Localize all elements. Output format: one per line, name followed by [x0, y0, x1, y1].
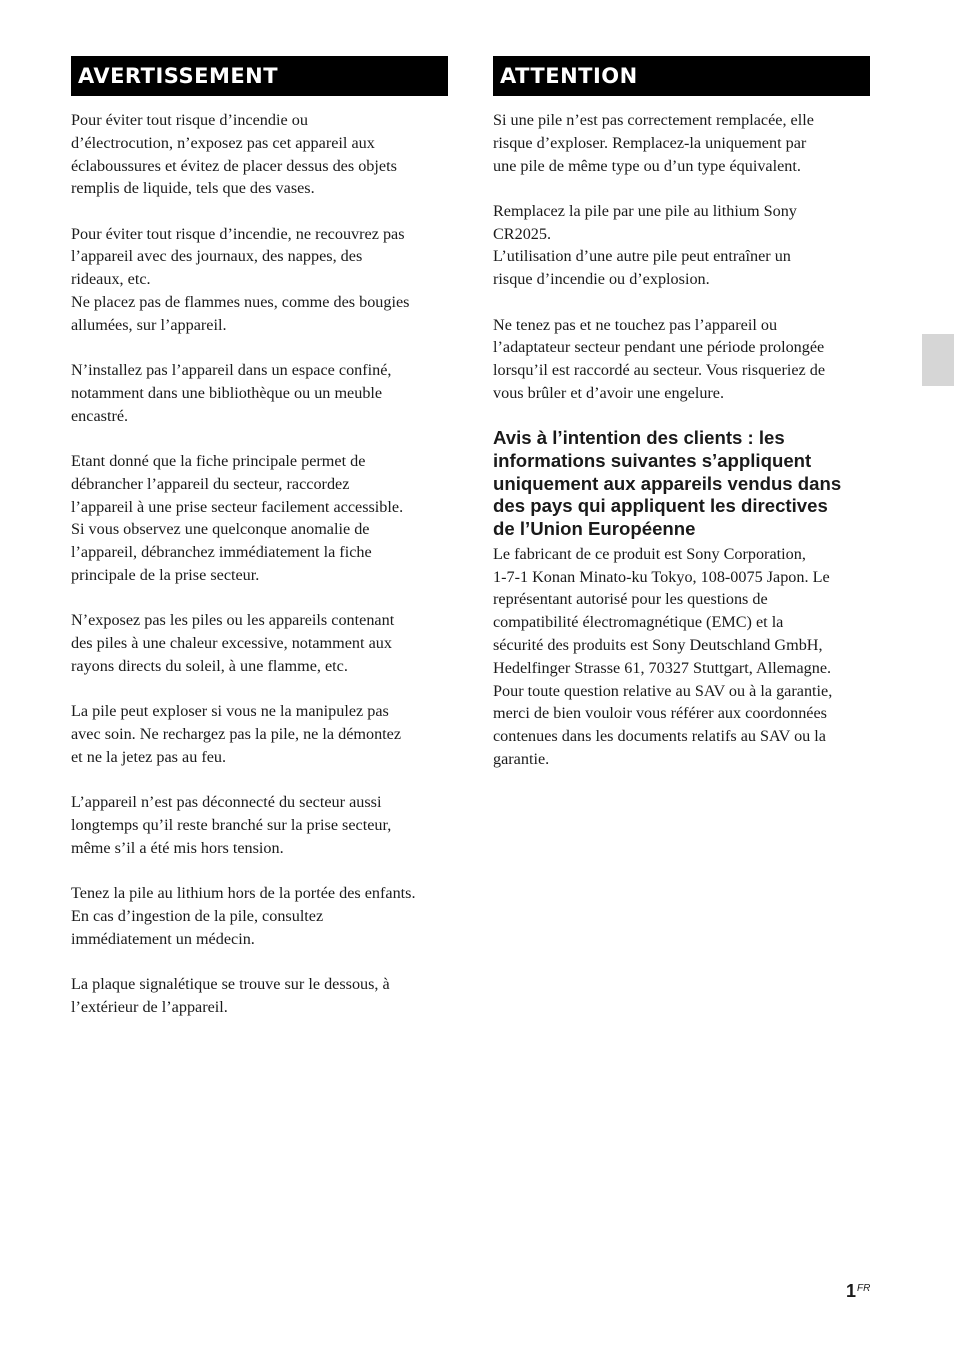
paragraph: Pour éviter tout risque d’incendie, ne recouvrez pas l’appareil avec des journaux, des nappes, des rideaux, etc. Ne placez pas de flammes nues, comme des bougies allumées, sur l’appareil.	[71, 224, 410, 334]
avertissement-heading: AVERTISSEMENT	[71, 56, 448, 96]
warning-column	[71, 56, 448, 1041]
paragraph: Tenez la pile au lithium hors de la portée des enfants. En cas d’ingestion de la pile, consultez immédiatement un médecin.	[71, 884, 416, 948]
attention-column	[493, 56, 870, 793]
paragraph: Pour éviter tout risque d’incendie ou d’électrocution, n’exposez pas cet appareil aux éclaboussures et évitez de placer dessus des objets remplis de liquide, tels que des vases.	[71, 111, 397, 198]
paragraph: Remplacez la pile par une pile au lithium Sony CR2025. L’utilisation d’une autre pile peut entraîner un risque d’incendie ou d’explosion.	[493, 201, 797, 289]
page-number-value: 1	[846, 1281, 857, 1301]
paragraph: La plaque signalétique se trouve sur le dessous, à l’extérieur de l’appareil.	[71, 974, 390, 1016]
section-tab-marker	[922, 334, 954, 386]
paragraph: La pile peut exploser si vous ne la manipulez pas avec soin. Ne rechargez pas la pile, ne la démontez et ne la jetez pas au feu.	[71, 702, 402, 766]
paragraph: N’exposez pas les piles ou les appareils contenant des piles à une chaleur excessive, notamment aux rayons directs du soleil, à une flamme, etc.	[71, 611, 395, 675]
warning-paragraphs	[71, 109, 448, 1019]
attention-heading: ATTENTION	[493, 56, 870, 96]
paragraph: N’installez pas l’appareil dans un espace confiné, notamment dans une bibliothèque ou un meuble encastré.	[71, 361, 392, 425]
eu-notice-text: Le fabricant de ce produit est Sony Corporation, 1-7-1 Konan Minato-ku Tokyo, 108-0075 Japon. Le représentant autorisé pour les questions de compatibilité électromagnétique (EMC) et la sécurité des produits est Sony Deutschland GmbH, Hedelfinger Strasse 61, 70327 Stuttgart, Allemagne. Pour toute question relative au SAV ou à la garantie, merci de bien vouloir vous référer aux coordonnées contenues dans les documents relatifs au SAV ou la garantie.	[493, 544, 833, 768]
attention-paragraphs	[493, 109, 870, 771]
paragraph: Ne tenez pas et ne touchez pas l’appareil ou l’adaptateur secteur pendant une période prolongée lorsqu’il est raccordé au secteur. Vous risqueriez de vous brûler et d’avoir une engelure.	[493, 315, 826, 402]
paragraph: L’appareil n’est pas déconnecté du secteur aussi longtemps qu’il reste branché sur la prise secteur, même s’il a été mis hors tension.	[71, 793, 392, 857]
page-language-code: FR	[857, 1283, 871, 1294]
eu-notice-heading: Avis à l’intention des clients : les informations suivantes s’appliquent uniquement aux appareils vendus dans des pays qui appliquent les directives de l’Union Européenne	[493, 427, 842, 540]
paragraph: Si une pile n’est pas correctement remplacée, elle risque d’exploser. Remplacez-la uniquement par une pile de même type ou d’un type équivalent.	[493, 111, 814, 175]
page-number	[846, 1281, 870, 1302]
paragraph: Etant donné que la fiche principale permet de débrancher l’appareil du secteur, raccordez l’appareil à une prise secteur facilement accessible. Si vous observez une quelconque anomalie de l’appareil, débranchez immédiatement la fiche principale de la prise secteur.	[71, 452, 404, 585]
